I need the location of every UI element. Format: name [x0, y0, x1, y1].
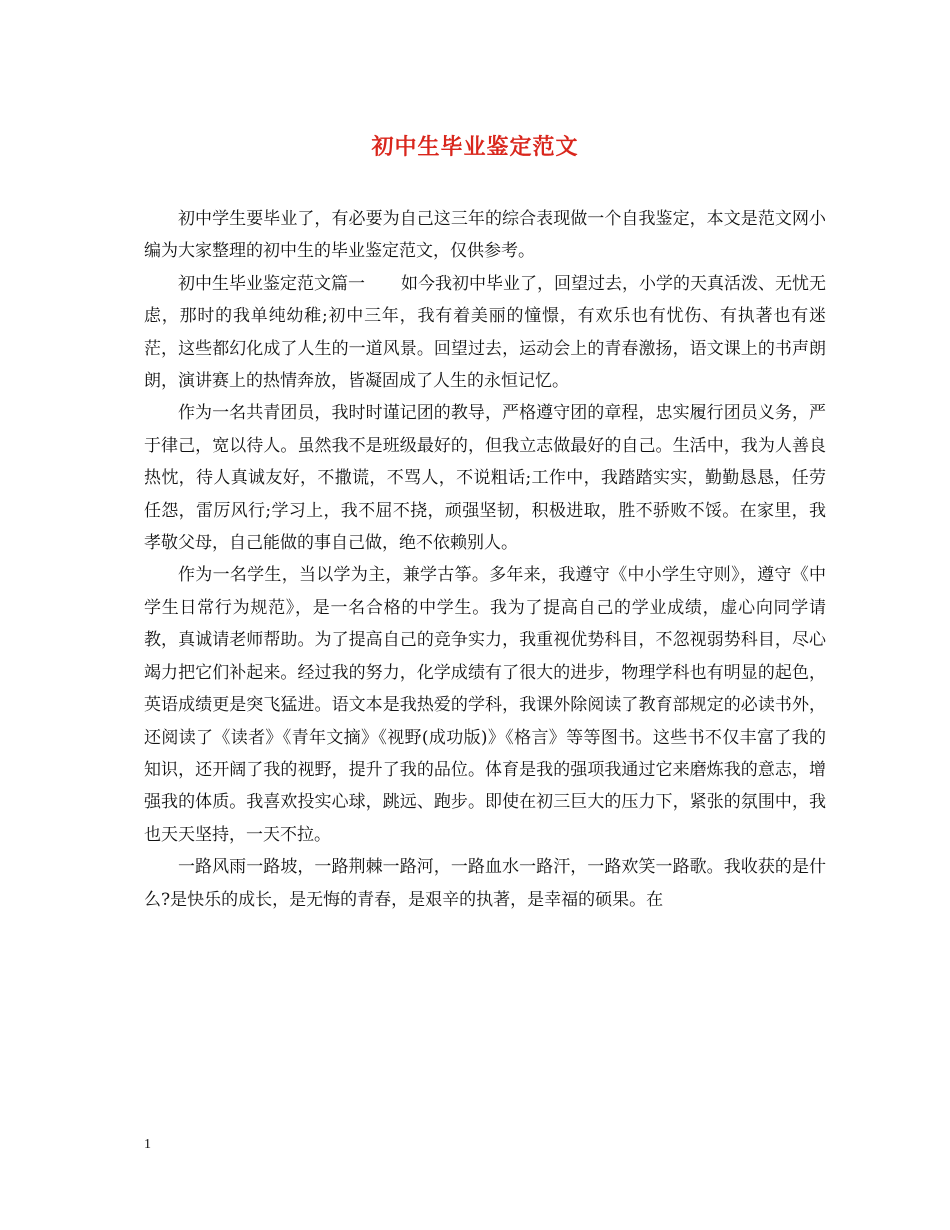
- paragraph-intro: [144, 203, 826, 268]
- paragraph-student: [144, 559, 826, 851]
- section-heading: 初中生毕业鉴定范文篇一: [178, 273, 365, 294]
- paragraph-text: 一路风雨一路坡，一路荆棘一路河，一路血水一路汗，一路欢笑一路歌。我收获的是什么?是快乐的成长，是无悔的青春，是艰辛的执著，是幸福的硕果。在: [144, 857, 826, 910]
- paragraph-league-member: [144, 397, 826, 559]
- document-title: 初中生毕业鉴定范文: [371, 135, 579, 160]
- paragraph-section-one: [144, 268, 826, 398]
- document-body: [144, 203, 826, 916]
- paragraph-text: 作为一名共青团员，我时时谨记团的教导，严格遵守团的章程，忠实履行团员义务，严于律己，宽以待人。虽然我不是班级最好的，但我立志做最好的自己。生活中，我为人善良热忱，待人真诚友好，不撒谎，不骂人，不说粗话;工作中，我踏踏实实，勤勤恳恳，任劳任怨，雷厉风行;学习上，我不屈不挠，顽强坚韧，积极进取，胜不骄败不馁。在家里，我孝敬父母，自己能做的事自己做，绝不依赖别人。: [144, 403, 826, 554]
- paragraph-text: 如今我初中毕业了，回望过去，小学的天真活泼、无忧无虑，那时的我单纯幼稚;初中三年，我有着美丽的憧憬，有欢乐也有忧伤、有执著也有迷茫，这些都幻化成了人生的一道风景。回望过去，运动会上的青春激扬，语文课上的书声朗朗，演讲赛上的热情奔放，皆凝固成了人生的永恒记忆。: [144, 273, 826, 392]
- paragraph-text: 初中学生要毕业了，有必要为自己这三年的综合表现做一个自我鉴定，本文是范文网小编为大家整理的初中生的毕业鉴定范文，仅供参考。: [144, 209, 826, 262]
- paragraph-text: 作为一名学生，当以学为主，兼学古筝。多年来，我遵守《中小学生守则》，遵守《中学生日常行为规范》，是一名合格的中学生。我为了提高自己的学业成绩，虚心向同学请教，真诚请老师帮助。为了提高自己的竞争实力，我重视优势科目，不忽视弱势科目，尽心竭力把它们补起来。经过我的努力，化学成绩有了很大的进步，物理学科也有明显的起色，英语成绩更是突飞猛进。语文本是我热爱的学科，我课外除阅读了教育部规定的必读书外，还阅读了《读者》《青年文摘》《视野(成功版)》《格言》等等图书。这些书不仅丰富了我的知识，还开阔了我的视野，提升了我的品位。体育是我的强项我通过它来磨炼我的意志，增强我的体质。我喜欢投实心球，跳远、跑步。即使在初三巨大的压力下，紧张的氛围中，我也天天坚持，一天不拉。: [144, 565, 826, 845]
- page-number: 1: [144, 1137, 151, 1152]
- paragraph-closing: [144, 851, 826, 916]
